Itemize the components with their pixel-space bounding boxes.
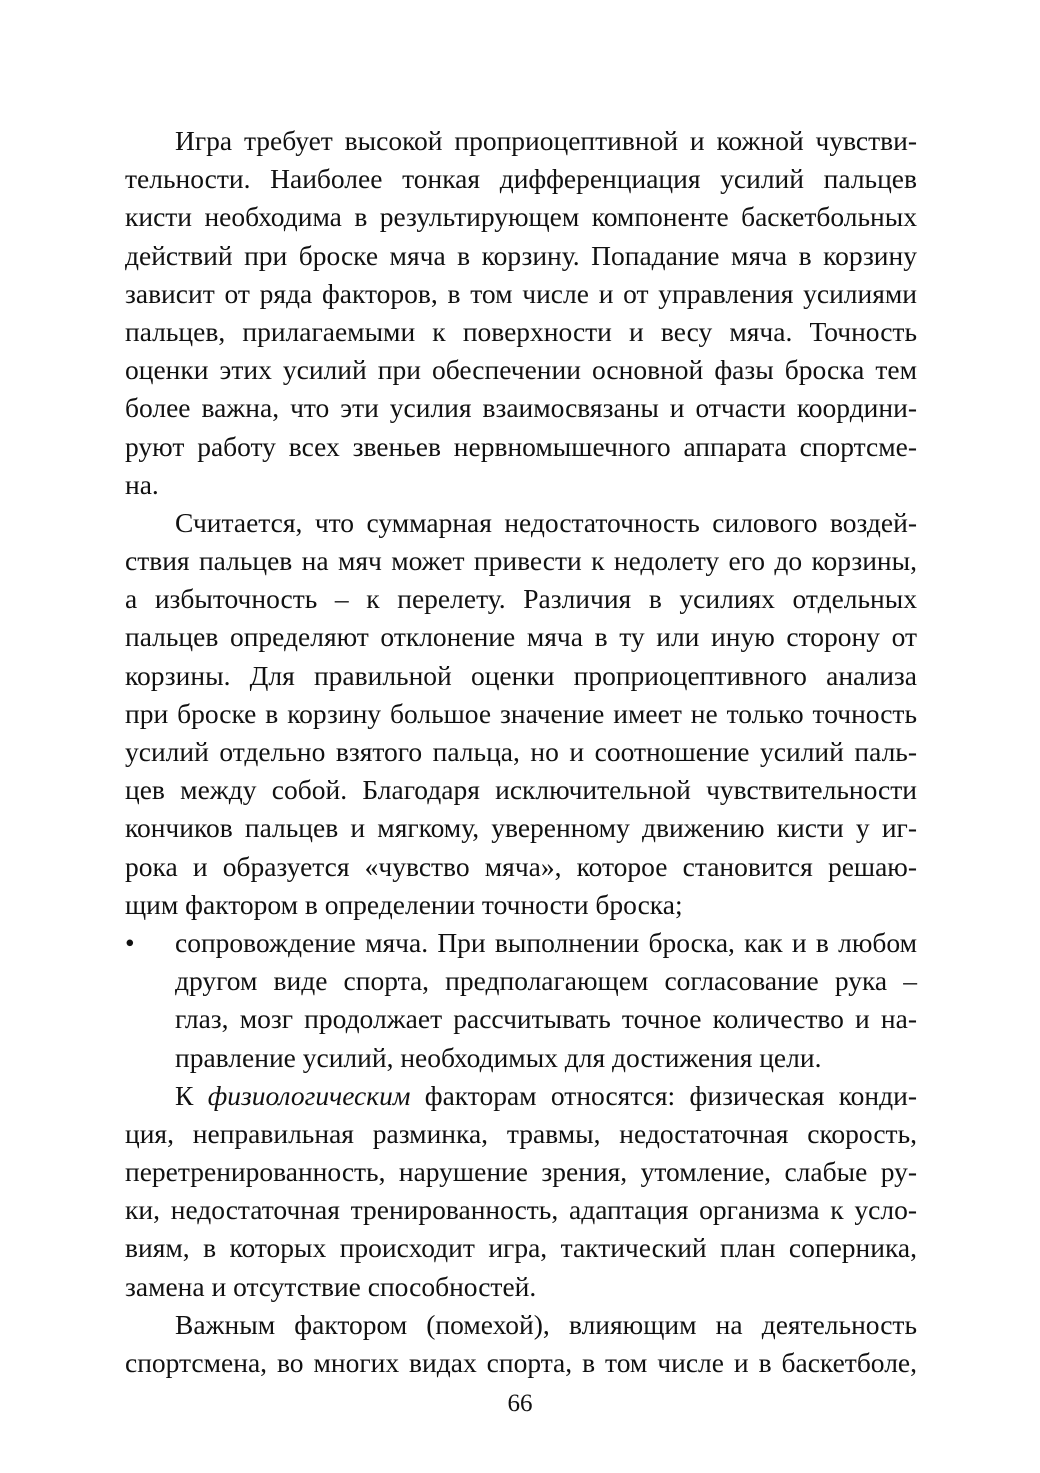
text-line: руют работу всех звеньев нервномышечного аппарата спортсме-: [125, 430, 917, 462]
text-line: действий при броске мяча в корзину. Попадание мяча в корзину: [125, 239, 917, 271]
text-line: цев между собой. Благодаря исключительной чувствительности: [125, 774, 917, 806]
page-number: 66: [507, 1390, 533, 1417]
text-line: виям, в которых происходит игра, тактический план соперника,: [125, 1232, 917, 1264]
paragraph-2: [125, 504, 917, 924]
text-run: факторам относятся: физическая конди-: [424, 1079, 918, 1111]
text-line: спортсмена, во многих видах спорта, в том числе и в баскетболе,: [125, 1347, 917, 1378]
text-line: а избыточность – к перелету. Различия в усилиях отдельных: [125, 583, 917, 615]
text-line: правление усилий, необходимых для достижения цели.: [175, 1041, 822, 1073]
text-line: Считается, что суммарная недостаточность силового воздей-: [175, 506, 917, 538]
text-line: кисти необходима в результирующем компоненте баскетбольных: [125, 201, 917, 233]
text-run: К: [175, 1079, 194, 1111]
text-line: щим фактором в определении точности броска;: [125, 888, 683, 920]
text-line: ствия пальцев на мяч может привести к недолету его до корзины,: [125, 545, 917, 577]
text-line: Игра требует высокой проприоцептивной и кожной чувстви-: [175, 125, 917, 156]
bullet-list-item: [125, 924, 917, 1077]
text-line: зависит от ряда факторов, в том числе и от управления усилиями: [125, 277, 917, 309]
text-line: рока и образуется «чувство мяча», которое становится решаю-: [125, 850, 917, 882]
text-line: другом виде спорта, предполагающем согласование рука –: [175, 965, 917, 997]
text-line: ки, недостаточная тренированность, адаптация организма к усло-: [125, 1194, 917, 1226]
text-line: на.: [125, 468, 159, 500]
text-line: перетренированность, нарушение зрения, утомление, слабые ру-: [125, 1156, 917, 1188]
text-line: ция, неправильная разминка, травмы, недостаточная скорость,: [125, 1117, 917, 1149]
text-line: тельности. Наиболее тонкая дифференциация усилий пальцев: [125, 163, 917, 195]
text-line: при броске в корзину большое значение имеет не только точность: [125, 697, 917, 729]
text-line: глаз, мозг продолжает рассчитывать точное количество и на-: [175, 1003, 917, 1035]
page-body: [125, 122, 917, 1382]
bullet-marker: •: [125, 926, 135, 958]
text-line: [125, 1077, 917, 1115]
text-line: Важным фактором (помехой), влияющим на деятельность: [175, 1308, 917, 1340]
text-line: оценки этих усилий при обеспечении основной фазы броска тем: [125, 354, 917, 386]
text-line: пальцев, прилагаемыми к поверхности и весу мяча. Точность: [125, 315, 917, 347]
paragraph-3: [125, 1077, 917, 1306]
text-line: сопровождение мяча. При выполнении броска, как и в любом: [175, 926, 917, 958]
text-line: кончиков пальцев и мягкому, уверенному движению кисти у иг-: [125, 812, 917, 844]
italic-term: физиологическим: [207, 1079, 411, 1111]
text-line: более важна, что эти усилия взаимосвязаны и отчасти координи-: [125, 392, 917, 424]
paragraph-4: [125, 1306, 917, 1382]
paragraph-1: [125, 122, 917, 504]
text-line: усилий отдельно взятого пальца, но и соотношение усилий паль-: [125, 736, 917, 767]
text-line: замена и отсутствие способностей.: [125, 1270, 537, 1302]
text-line: корзины. Для правильной оценки проприоцептивного анализа: [125, 659, 917, 691]
text-line: пальцев определяют отклонение мяча в ту или иную сторону от: [125, 621, 917, 653]
